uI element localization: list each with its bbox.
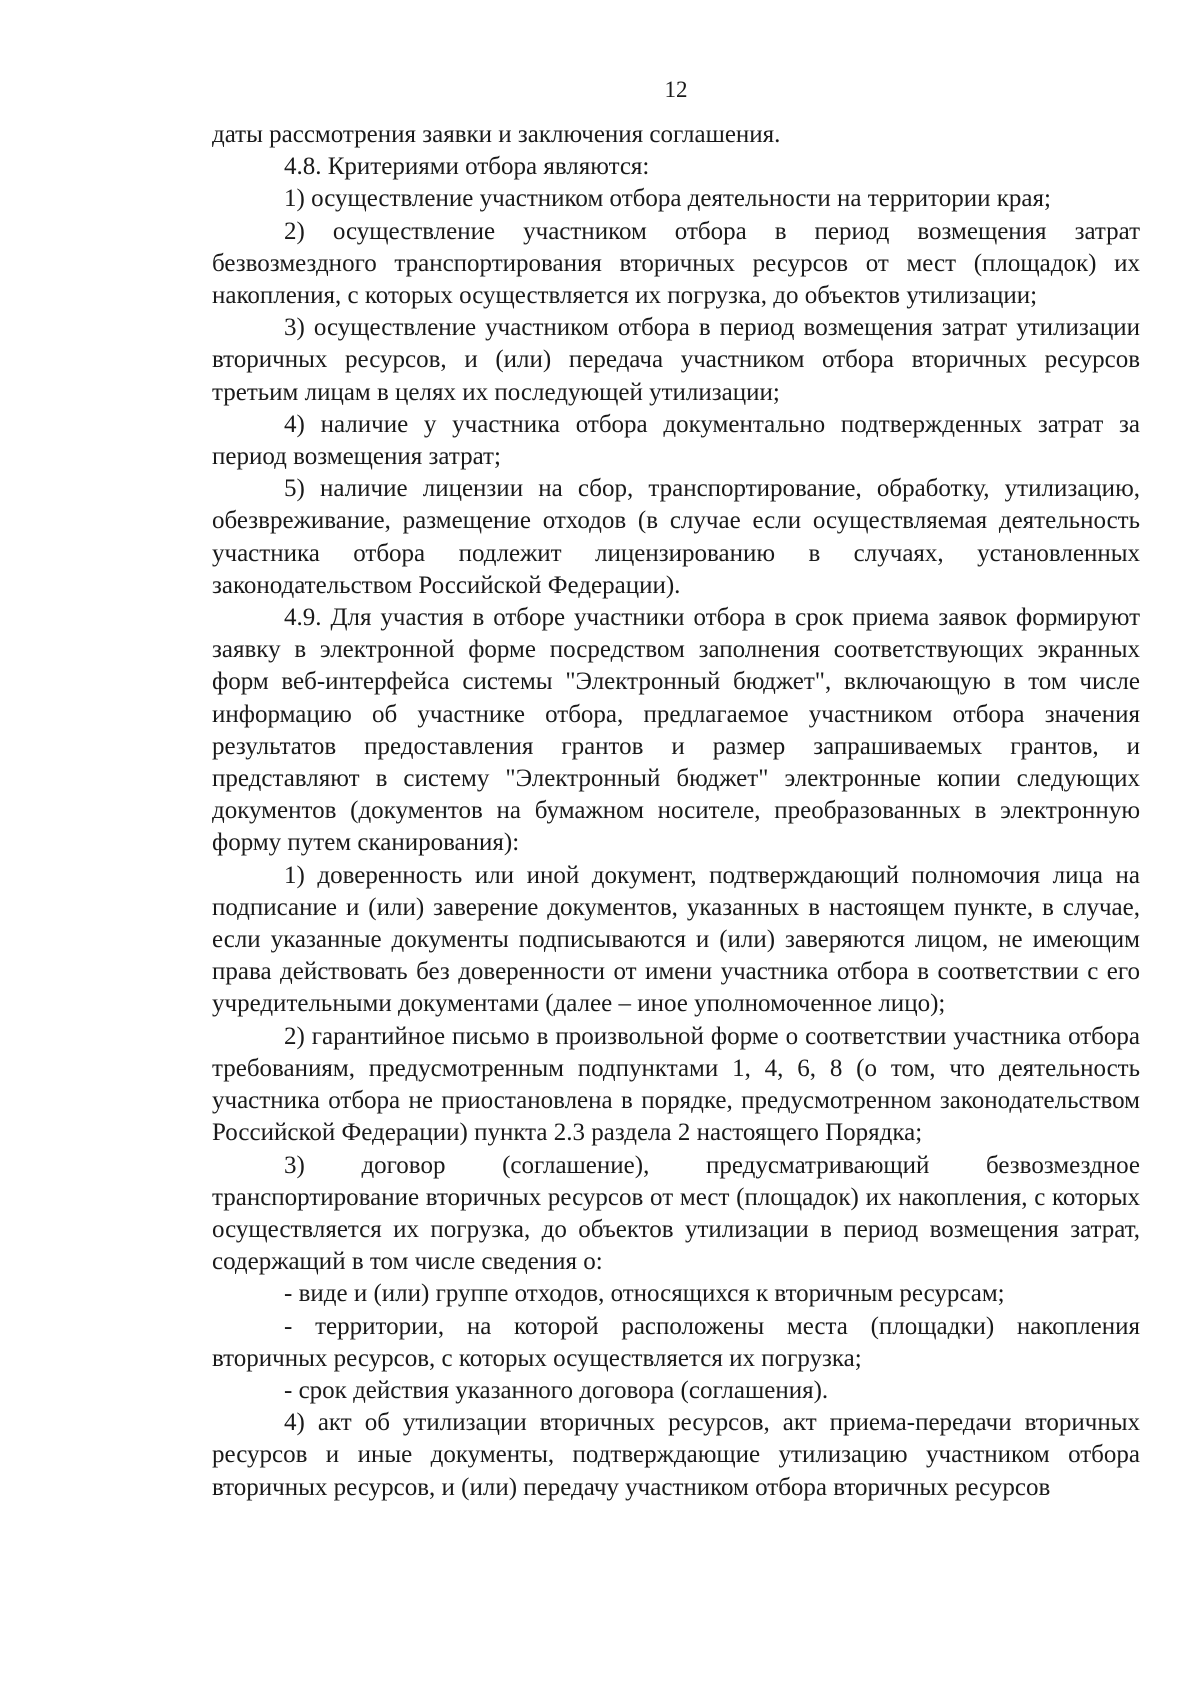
document-item-3-sub-1: - виде и (или) группе отходов, относящихся к вторичным ресурсам;: [284, 1280, 1005, 1308]
document-item-4: 4) акт об утилизации вторичных ресурсов, акт приема-передачи вторичных ресурсов и иные документы, подтверждающие утилизацию участником отбора вторичных ресурсов, и (или) передачу участником отбора вторичных ресурсов: [212, 1409, 1140, 1501]
paragraph: даты рассмотрения заявки и заключения соглашения.: [212, 121, 781, 148]
document-item-3-sub-2: - территории, на которой расположены места (площадки) накопления вторичных ресурсов, с которых осуществляется их погрузка;: [212, 1312, 1140, 1372]
section-heading-4-8: 4.8. Критериями отбора являются:: [284, 153, 650, 181]
document-item-3-sub-3: - срок действия указанного договора (соглашения).: [284, 1376, 829, 1404]
document-item-2: 2) гарантийное письмо в произвольной форме о соответствии участника отбора требованиям, предусмотренным подпунктами 1, 4, 6, 8 (о том, что деятельность участника отбора не приостановлена в порядке, предусмотренном законодательством Российской Федерации) пункта 2.3 раздела 2 настоящего Порядка;: [212, 1022, 1140, 1147]
criterion-1: 1) осуществление участником отбора деятельности на территории края;: [284, 185, 1051, 213]
criterion-4: 4) наличие у участника отбора документально подтвержденных затрат за период возмещения затрат;: [212, 410, 1140, 471]
section-4-9: 4.9. Для участия в отборе участники отбора в срок приема заявок формируют заявку в электронной форме посредством заполнения соответствующих экранных форм веб-интерфейса системы "Электронный бюджет", включающую в том числе информацию об участнике отбора, предлагаемое участником отбора значения результатов предоставления грантов и размер запрашиваемых грантов, и представляют в систему "Электронный бюджет" электронные копии следующих документов (документов на бумажном носителе, преобразованных в электронную форму путем сканирования):: [212, 604, 1140, 857]
document-body: [212, 119, 1140, 1504]
criterion-3: 3) осуществление участником отбора в период возмещения затрат утилизации вторичных ресурсов, и (или) передача участником отбора вторичных ресурсов третьим лицам в целях их последующей утилизации;: [212, 314, 1140, 406]
document-item-3: 3) договор (соглашение), предусматривающий безвозмездное транспортирование вторичных ресурсов от мест (площадок) их накопления, с которых осуществляется их погрузка, до объектов утилизации в период возмещения затрат, содержащий в том числе сведения о:: [212, 1151, 1140, 1276]
document-item-1: 1) доверенность или иной документ, подтверждающий полномочия лица на подписание и (или) заверение документов, указанных в настоящем пункте, в случае, если указанные документы подписываются и (или) заверяются лицом, не имеющим права действовать без доверенности от имени участника отбора в соответствии с его учредительными документами (далее – иное уполномоченное лицо);: [212, 861, 1140, 1018]
criterion-5: 5) наличие лицензии на сбор, транспортирование, обработку, утилизацию, обезвреживание, размещение отходов (в случае если осуществляемая деятельность участника отбора подлежит лицензированию в случаях, установленных законодательством Российской Федерации).: [212, 475, 1140, 599]
criterion-2: 2) осуществление участником отбора в период возмещения затрат безвозмездного транспортирования вторичных ресурсов от мест (площадок) их накопления, с которых осуществляется их погрузка, до объектов утилизации;: [212, 217, 1140, 310]
page-number: 12: [664, 77, 688, 102]
